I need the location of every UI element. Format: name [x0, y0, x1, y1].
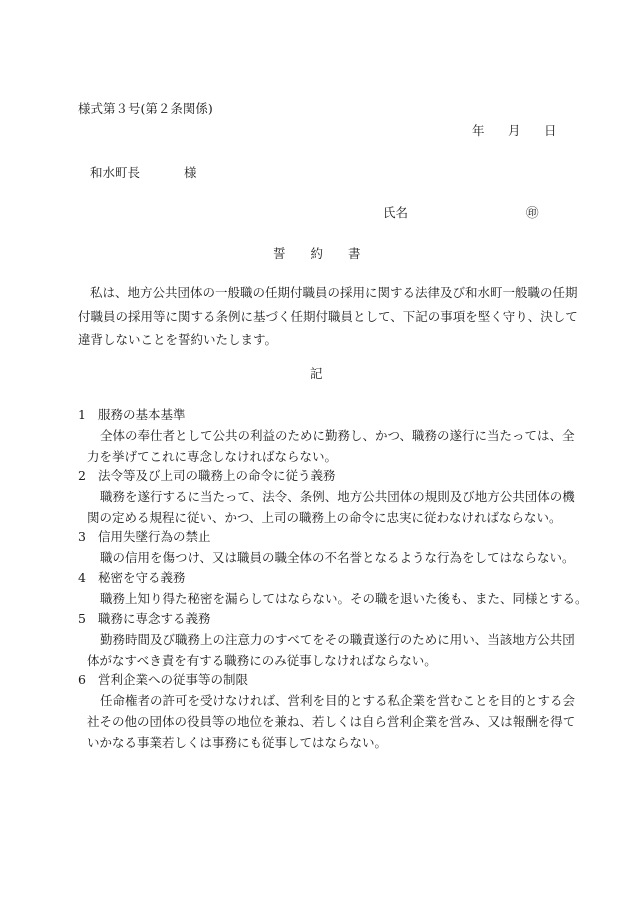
addressee-title: 和水町長 [90, 165, 141, 180]
item-3-heading [78, 527, 211, 545]
item-6-heading [78, 670, 248, 688]
item-title: 営利企業への従事等の制限 [98, 672, 249, 687]
item-title: 法令等及び上司の職務上の命令に従う義務 [98, 468, 336, 483]
preamble [78, 281, 578, 352]
item-line: 任命権者の許可を受けなければ、営利を目的とする私企業を営むことを目的とする会 [100, 693, 576, 708]
item-line: 職務上知り得た秘密を漏らしてはならない。その職を退いた後も、また、同様とする。 [100, 591, 588, 606]
item-4-body [78, 588, 588, 609]
item-line: 力を挙げてこれに専念しなければならない。 [87, 449, 338, 464]
date-day-label: 日 [544, 123, 557, 138]
item-number: 1 [78, 407, 86, 422]
seal-mark: ㊞ [526, 205, 539, 220]
preamble-line: 付職員の採用等に関する条例に基づく任期付職員として、下記の事項を堅く守り、決して [78, 308, 578, 324]
item-line: 体がなすべき責を有する職務にのみ従事しなければならない。 [87, 653, 437, 668]
item-number: 2 [78, 468, 86, 483]
item-line: 全体の奉仕者として公共の利益のために勤務し、かつ、職務の遂行に当たっては、全 [100, 428, 575, 443]
item-line: 勤務時間及び職務上の注意力のすべてをその職責遂行のために用い、当該地方公共団 [100, 632, 575, 647]
item-number: 5 [78, 611, 86, 626]
item-3-body [78, 547, 575, 568]
item-title: 職務に専念する義務 [98, 611, 211, 626]
ki-heading: 記 [310, 366, 323, 381]
item-5-heading [78, 609, 211, 627]
date-month-label: 月 [508, 123, 521, 138]
document-title: 誓 約 書 [273, 246, 361, 261]
item-2-body [78, 486, 575, 528]
item-number: 6 [78, 672, 86, 687]
preamble-line: 違背しないことを誓約いたします。 [78, 332, 278, 347]
item-line: 社その他の団体の役員等の地位を兼ね、若しくは自ら営利企業を営み、又は報酬を得て [87, 714, 576, 729]
preamble-line: 私は、地方公共団体の一般職の任期付職員の採用に関する法律及び和水町一般職の任期 [90, 285, 578, 300]
item-line: 関の定める規程に従い、かつ、上司の職務上の命令に忠実に従わなければならない。 [87, 510, 562, 525]
date-year-label: 年 [472, 123, 485, 138]
item-title: 秘密を守る義務 [98, 570, 186, 585]
addressee-honorific: 様 [184, 165, 197, 180]
item-title: 信用失墜行為の禁止 [98, 529, 211, 544]
item-number: 4 [78, 570, 86, 585]
item-5-body [78, 629, 575, 671]
form-number: 様式第３号(第２条関係) [78, 101, 213, 116]
item-line: 職の信用を傷つけ、又は職員の職全体の不名誉となるような行為をしてはならない。 [100, 550, 575, 565]
item-title: 服務の基本基準 [98, 407, 186, 422]
item-6-body [78, 690, 576, 753]
item-line: いかなる事業若しくは事務にも従事してはならない。 [87, 735, 388, 750]
item-4-heading [78, 568, 186, 586]
item-line: 職務を遂行するに当たって、法令、条例、地方公共団体の規則及び地方公共団体の機 [100, 489, 575, 504]
item-number: 3 [78, 529, 86, 544]
item-1-body [78, 425, 575, 467]
item-1-heading [78, 405, 186, 423]
signature-name-label: 氏名 [383, 205, 409, 220]
item-2-heading [78, 466, 336, 484]
